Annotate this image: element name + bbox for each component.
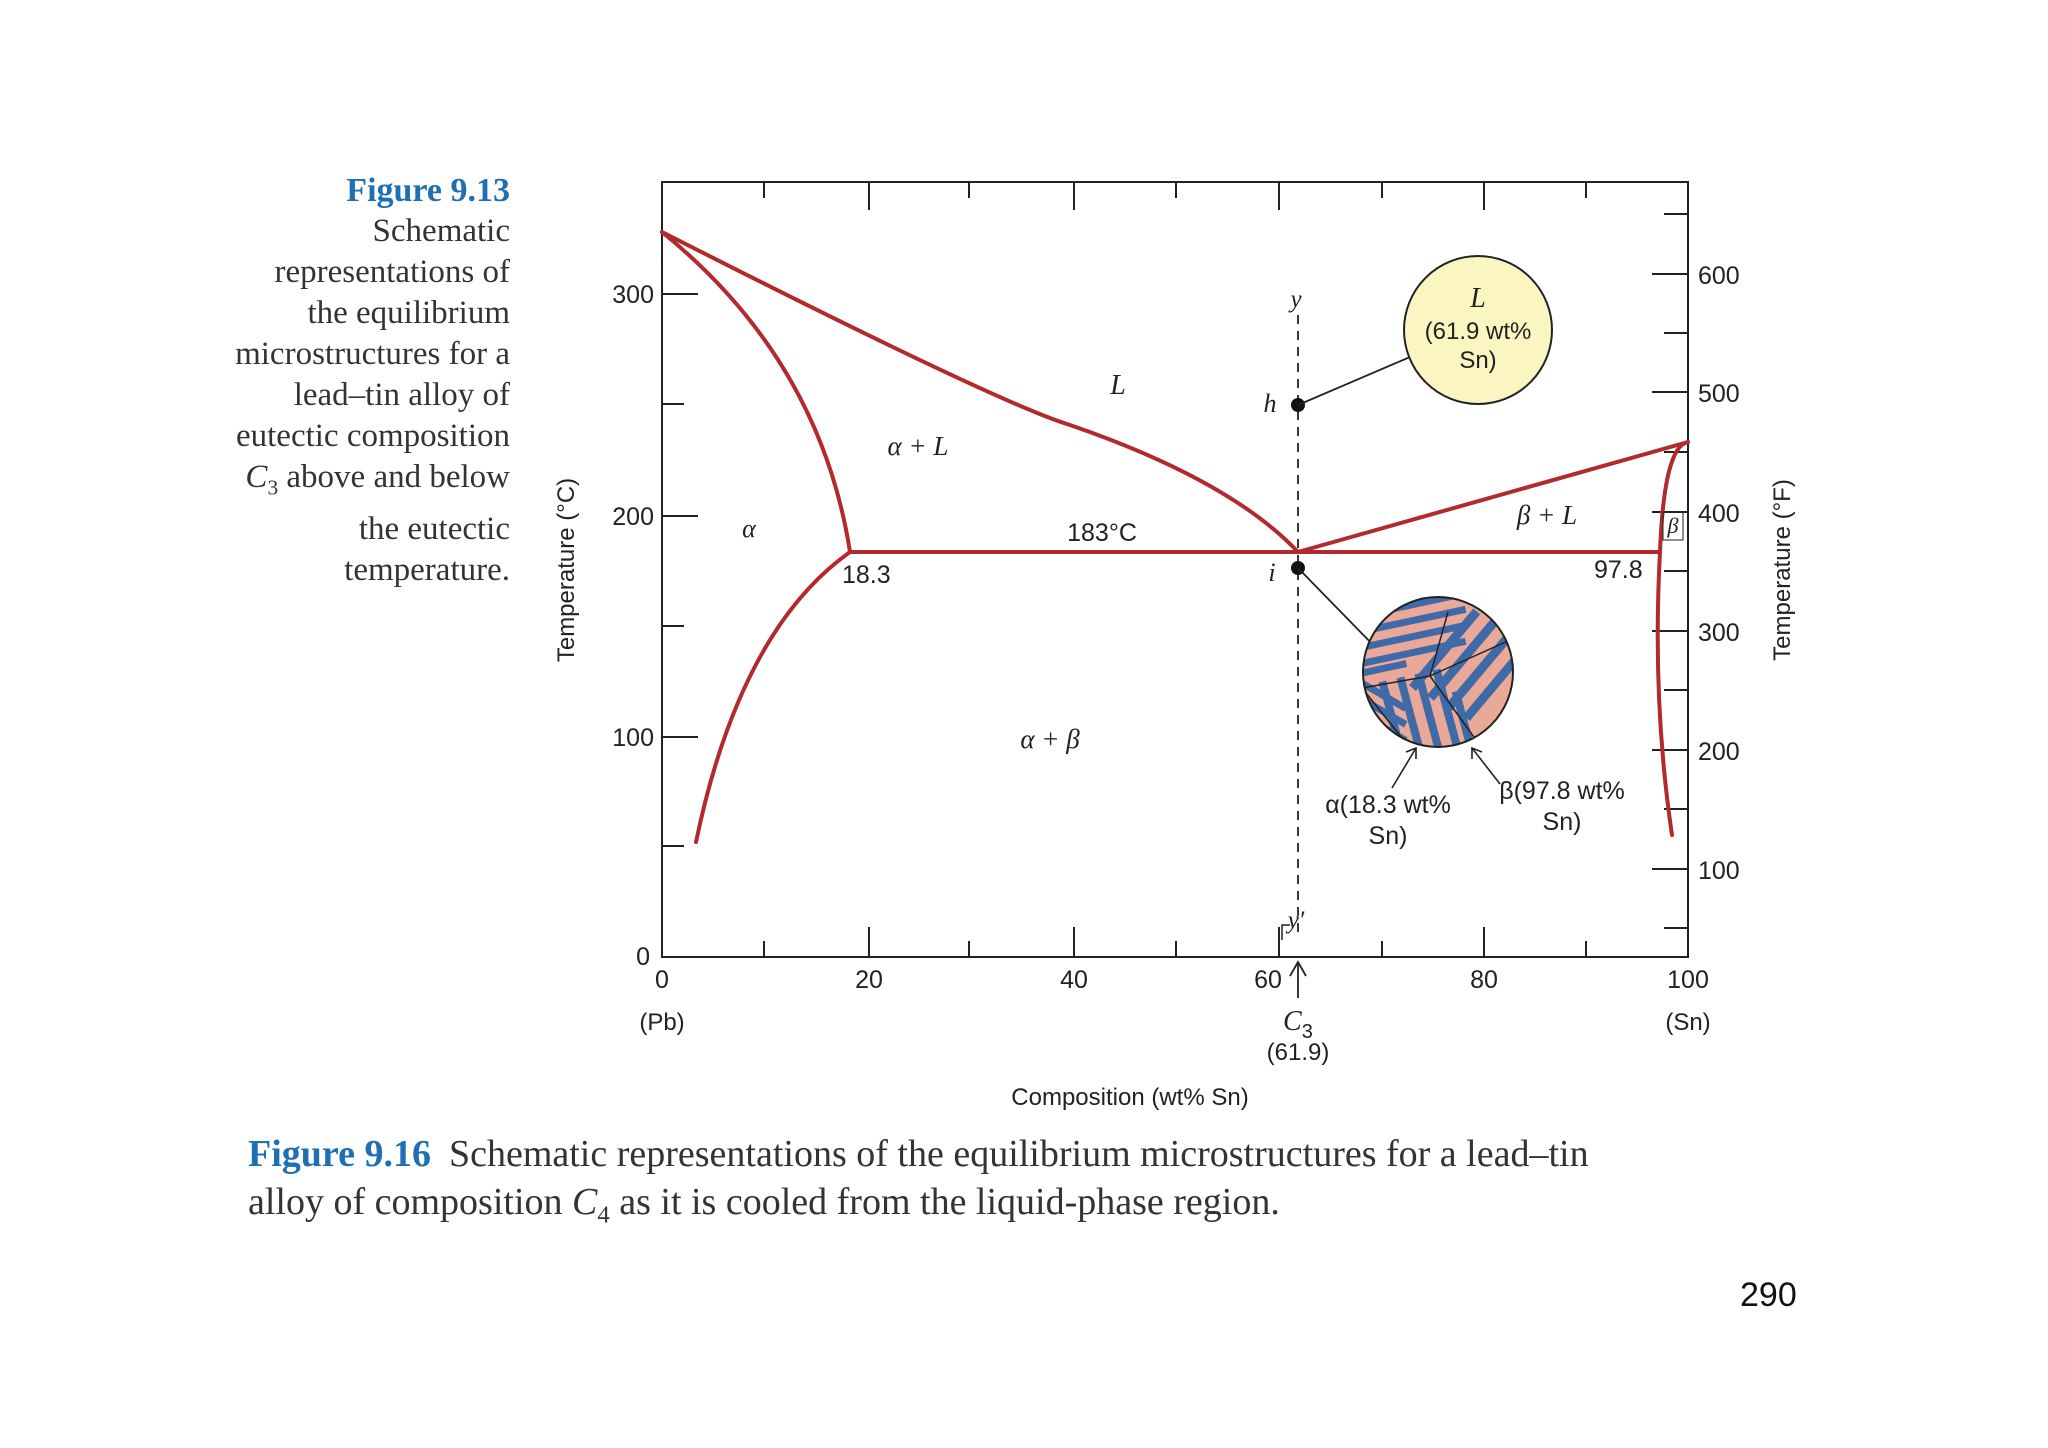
side-caption-line: the equilibrium: [307, 295, 510, 331]
left-tick-label: 300: [612, 281, 654, 309]
liquid-bubble-line2: Sn): [1459, 347, 1497, 374]
region-label-liquid: L: [1110, 370, 1126, 401]
right-tick-label: 600: [1698, 262, 1740, 290]
bottom-caption-line2: [248, 1178, 1748, 1240]
liquidus-right: [1298, 442, 1688, 552]
right-tick-label: 500: [1698, 380, 1740, 408]
bottom-caption-line1: [248, 1130, 1748, 1178]
left-tick-label: 200: [612, 503, 654, 531]
right-tick-label: 300: [1698, 619, 1740, 647]
alpha-callout-line2: Sn): [1368, 822, 1408, 850]
right-tick-label: 400: [1698, 500, 1740, 528]
left-tick-label: 0: [636, 943, 650, 971]
region-label-alpha: α: [742, 514, 756, 543]
region-label-alpha-plus-liquid: α + L: [887, 431, 949, 461]
phase-callout-arrows: [1392, 748, 1500, 788]
x-tick-label: 100: [1667, 966, 1709, 994]
side-caption-line: Schematic: [372, 213, 510, 249]
right-tick-label: 100: [1698, 857, 1740, 885]
right-tick-label: 200: [1698, 738, 1740, 766]
bottom-caption-figure-number: Figure 9.16: [248, 1133, 431, 1175]
x-tick-label: 20: [855, 966, 883, 994]
side-caption-line: temperature.: [344, 551, 510, 588]
side-caption-figure-number: Figure 9.13: [346, 172, 510, 209]
point-label-y-prime: y′: [1287, 907, 1305, 934]
c3-marker-value: (61.9): [1266, 1039, 1330, 1066]
side-caption-c3-rest: above and below: [278, 459, 510, 495]
eutectic-right-composition: 97.8: [1594, 556, 1643, 584]
point-label-h: h: [1263, 389, 1277, 418]
x-end-label-sn: (Sn): [1665, 1009, 1711, 1036]
bottom-caption: [248, 1130, 1748, 1240]
liquid-bubble-line1: (61.9 wt%: [1424, 318, 1532, 345]
eutectic-temperature-label: 183°C: [1067, 519, 1137, 547]
c3-marker-c: C: [1283, 1006, 1302, 1037]
liquidus-left: [662, 232, 1298, 552]
c4-subscript: 4: [597, 1201, 610, 1229]
page-number: 290: [1740, 1276, 1797, 1314]
beta-callout-line1: β(97.8 wt%: [1499, 777, 1625, 805]
side-caption-line: microstructures for a: [235, 336, 510, 372]
x-tick-label: 60: [1254, 966, 1282, 994]
side-caption-line: representations of: [274, 254, 510, 290]
left-ticks: [662, 294, 698, 846]
bottom-caption-text2-end: as it is cooled from the liquid-phase region.: [609, 1181, 1280, 1223]
region-label-alpha-plus-beta: α + β: [1020, 724, 1080, 754]
beta-callout-line2: Sn): [1542, 808, 1582, 836]
c3-arrow: [1290, 962, 1306, 998]
point-label-y: y: [1290, 286, 1302, 313]
left-tick-label: 100: [612, 724, 654, 752]
side-caption-line: eutectic composition: [235, 418, 510, 454]
x-tick-label: 80: [1470, 966, 1498, 994]
side-caption-line: the eutectic: [358, 510, 510, 547]
c3-marker-subscript: 3: [1301, 1021, 1313, 1043]
solvus-right: [1658, 552, 1672, 835]
region-label-beta-plus-liquid: β + L: [1516, 500, 1578, 530]
eutectic-left-composition: 18.3: [842, 561, 891, 589]
alpha-callout-line1: α(18.3 wt%: [1325, 791, 1451, 819]
x-axis-label: Composition (wt% Sn): [1011, 1084, 1249, 1111]
liquid-leader-line: [1298, 357, 1410, 405]
eutectic-microstructure: [1347, 590, 1534, 770]
c4-symbol: C: [572, 1181, 598, 1223]
x-tick-label: 40: [1060, 966, 1088, 994]
point-label-i: i: [1268, 558, 1276, 587]
bottom-caption-text1: Schematic representations of the equilibrium microstructures for a lead–tin: [448, 1133, 1589, 1175]
c3-symbol: C: [245, 459, 268, 495]
c3-subscript: 3: [267, 475, 279, 500]
x-tick-label: 0: [655, 966, 669, 994]
solvus-left: [696, 552, 850, 842]
eutectic-leader-line: [1298, 568, 1378, 650]
left-axis-label: Temperature (°C): [553, 477, 580, 663]
region-label-beta: β: [1667, 513, 1679, 538]
x-end-label-pb: (Pb): [639, 1009, 685, 1036]
right-axis-label: Temperature (°F): [1769, 479, 1796, 661]
bottom-caption-text2-start: alloy of composition: [248, 1181, 573, 1223]
c3-marker-symbol: [1283, 1006, 1313, 1043]
side-caption-line: lead–tin alloy of: [293, 377, 510, 413]
liquid-bubble-symbol: L: [1470, 283, 1486, 314]
